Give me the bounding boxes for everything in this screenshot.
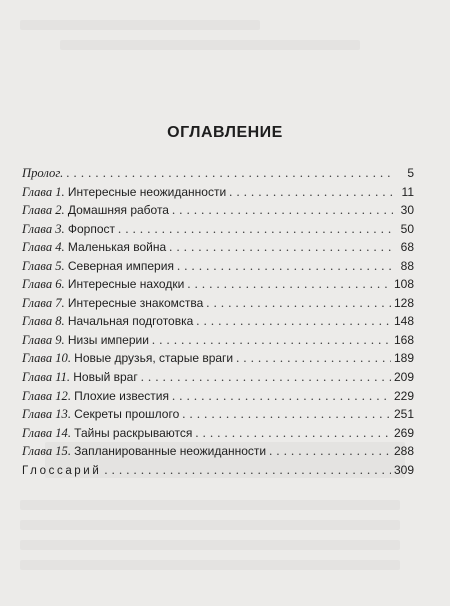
chapter-title: Новый враг	[73, 370, 138, 385]
dot-leader	[152, 331, 391, 350]
dot-leader	[104, 461, 391, 480]
page-number: 189	[393, 351, 414, 366]
chapter-number: Глава 6.	[22, 277, 65, 292]
page-number: 309	[393, 462, 414, 477]
toc-entry	[22, 331, 414, 350]
page-number: 229	[393, 388, 414, 403]
page-number: 11	[401, 184, 414, 199]
toc-entry	[22, 442, 414, 461]
toc-entry	[22, 220, 414, 239]
toc-entry	[22, 257, 414, 276]
page-number: 251	[393, 407, 414, 422]
toc-entry	[22, 294, 414, 313]
page-number: 50	[400, 221, 414, 236]
page-number: 30	[400, 203, 414, 218]
chapter-title: Интересные находки	[67, 277, 185, 292]
chapter-title: Плохие известия	[74, 388, 169, 403]
chapter-number: Глава 2.	[22, 203, 65, 218]
dot-leader	[66, 164, 393, 183]
dot-leader	[195, 424, 391, 443]
dot-leader	[172, 387, 391, 406]
toc-entry	[22, 368, 414, 387]
chapter-number: Глава 4.	[22, 240, 65, 255]
toc-entry-glossary	[22, 461, 414, 480]
toc-entry	[22, 349, 414, 368]
chapter-title: Форпост	[67, 221, 116, 236]
page-number: 209	[393, 370, 414, 385]
chapter-title: Запланированные неожиданности	[74, 444, 267, 459]
glossary-title: Глоссарий	[22, 464, 102, 477]
dot-leader	[269, 442, 391, 461]
toc-entry	[22, 201, 414, 220]
dot-leader	[172, 201, 393, 220]
toc-entry	[22, 424, 414, 443]
toc-entry	[22, 164, 414, 183]
page-number: 128	[393, 295, 414, 310]
chapter-title: Пролог.	[22, 166, 64, 180]
dot-leader	[206, 294, 391, 313]
chapter-number: Глава 9.	[22, 332, 65, 347]
chapter-title: Интересные неожиданности	[67, 184, 227, 199]
dot-leader	[177, 257, 393, 276]
page-number: 88	[400, 258, 414, 273]
chapter-title: Секреты прошлого	[74, 407, 180, 422]
chapter-title: Тайны раскрываются	[74, 425, 193, 440]
chapter-number: Глава 15.	[22, 444, 72, 459]
chapter-title: Начальная подготовка	[67, 314, 194, 329]
bleed-through-line	[20, 540, 400, 550]
toc-entry	[22, 312, 414, 331]
bleed-through-line	[60, 40, 360, 50]
chapter-number: Глава 8.	[22, 314, 65, 329]
toc-entry	[22, 238, 414, 257]
chapter-title: Домашняя работа	[67, 203, 169, 218]
page-number: 288	[393, 444, 414, 459]
chapter-number: Глава 14.	[22, 425, 72, 440]
page-number: 269	[393, 425, 414, 440]
dot-leader	[118, 220, 393, 239]
toc-entry	[22, 405, 414, 424]
toc-entry	[22, 183, 414, 202]
chapter-title: Маленькая война	[67, 240, 167, 255]
chapter-title: Интересные знакомства	[67, 295, 204, 310]
chapter-number: Глава 1.	[22, 184, 65, 199]
page-number: 5	[407, 166, 414, 180]
dot-leader	[229, 183, 393, 202]
chapter-number: Глава 5.	[22, 258, 65, 273]
bleed-through-line	[20, 560, 400, 570]
page-number: 108	[393, 277, 414, 292]
dot-leader	[169, 238, 393, 257]
table-of-contents	[22, 164, 414, 479]
toc-entry	[22, 387, 414, 406]
chapter-number: Глава 13.	[22, 407, 72, 422]
toc-entry	[22, 275, 414, 294]
chapter-title: Северная империя	[67, 258, 174, 273]
dot-leader	[182, 405, 391, 424]
dot-leader	[187, 275, 391, 294]
bleed-through-line	[20, 520, 400, 530]
dot-leader	[236, 349, 391, 368]
chapter-number: Глава 12.	[22, 388, 72, 403]
chapter-number: Глава 10.	[22, 351, 72, 366]
chapter-number: Глава 7.	[22, 295, 65, 310]
page-number: 168	[393, 332, 414, 347]
page-number: 148	[393, 314, 414, 329]
chapter-number: Глава 11.	[22, 370, 71, 385]
bleed-through-line	[20, 500, 400, 510]
chapter-title: Новые друзья, старые враги	[74, 351, 234, 366]
dot-leader	[196, 312, 391, 331]
dot-leader	[141, 368, 391, 387]
page-number: 68	[400, 240, 414, 255]
chapter-number: Глава 3.	[22, 221, 65, 236]
bleed-through-line	[20, 20, 260, 30]
page-title: ОГЛАВЛЕНИЕ	[167, 124, 283, 141]
chapter-title: Низы империи	[67, 332, 149, 347]
